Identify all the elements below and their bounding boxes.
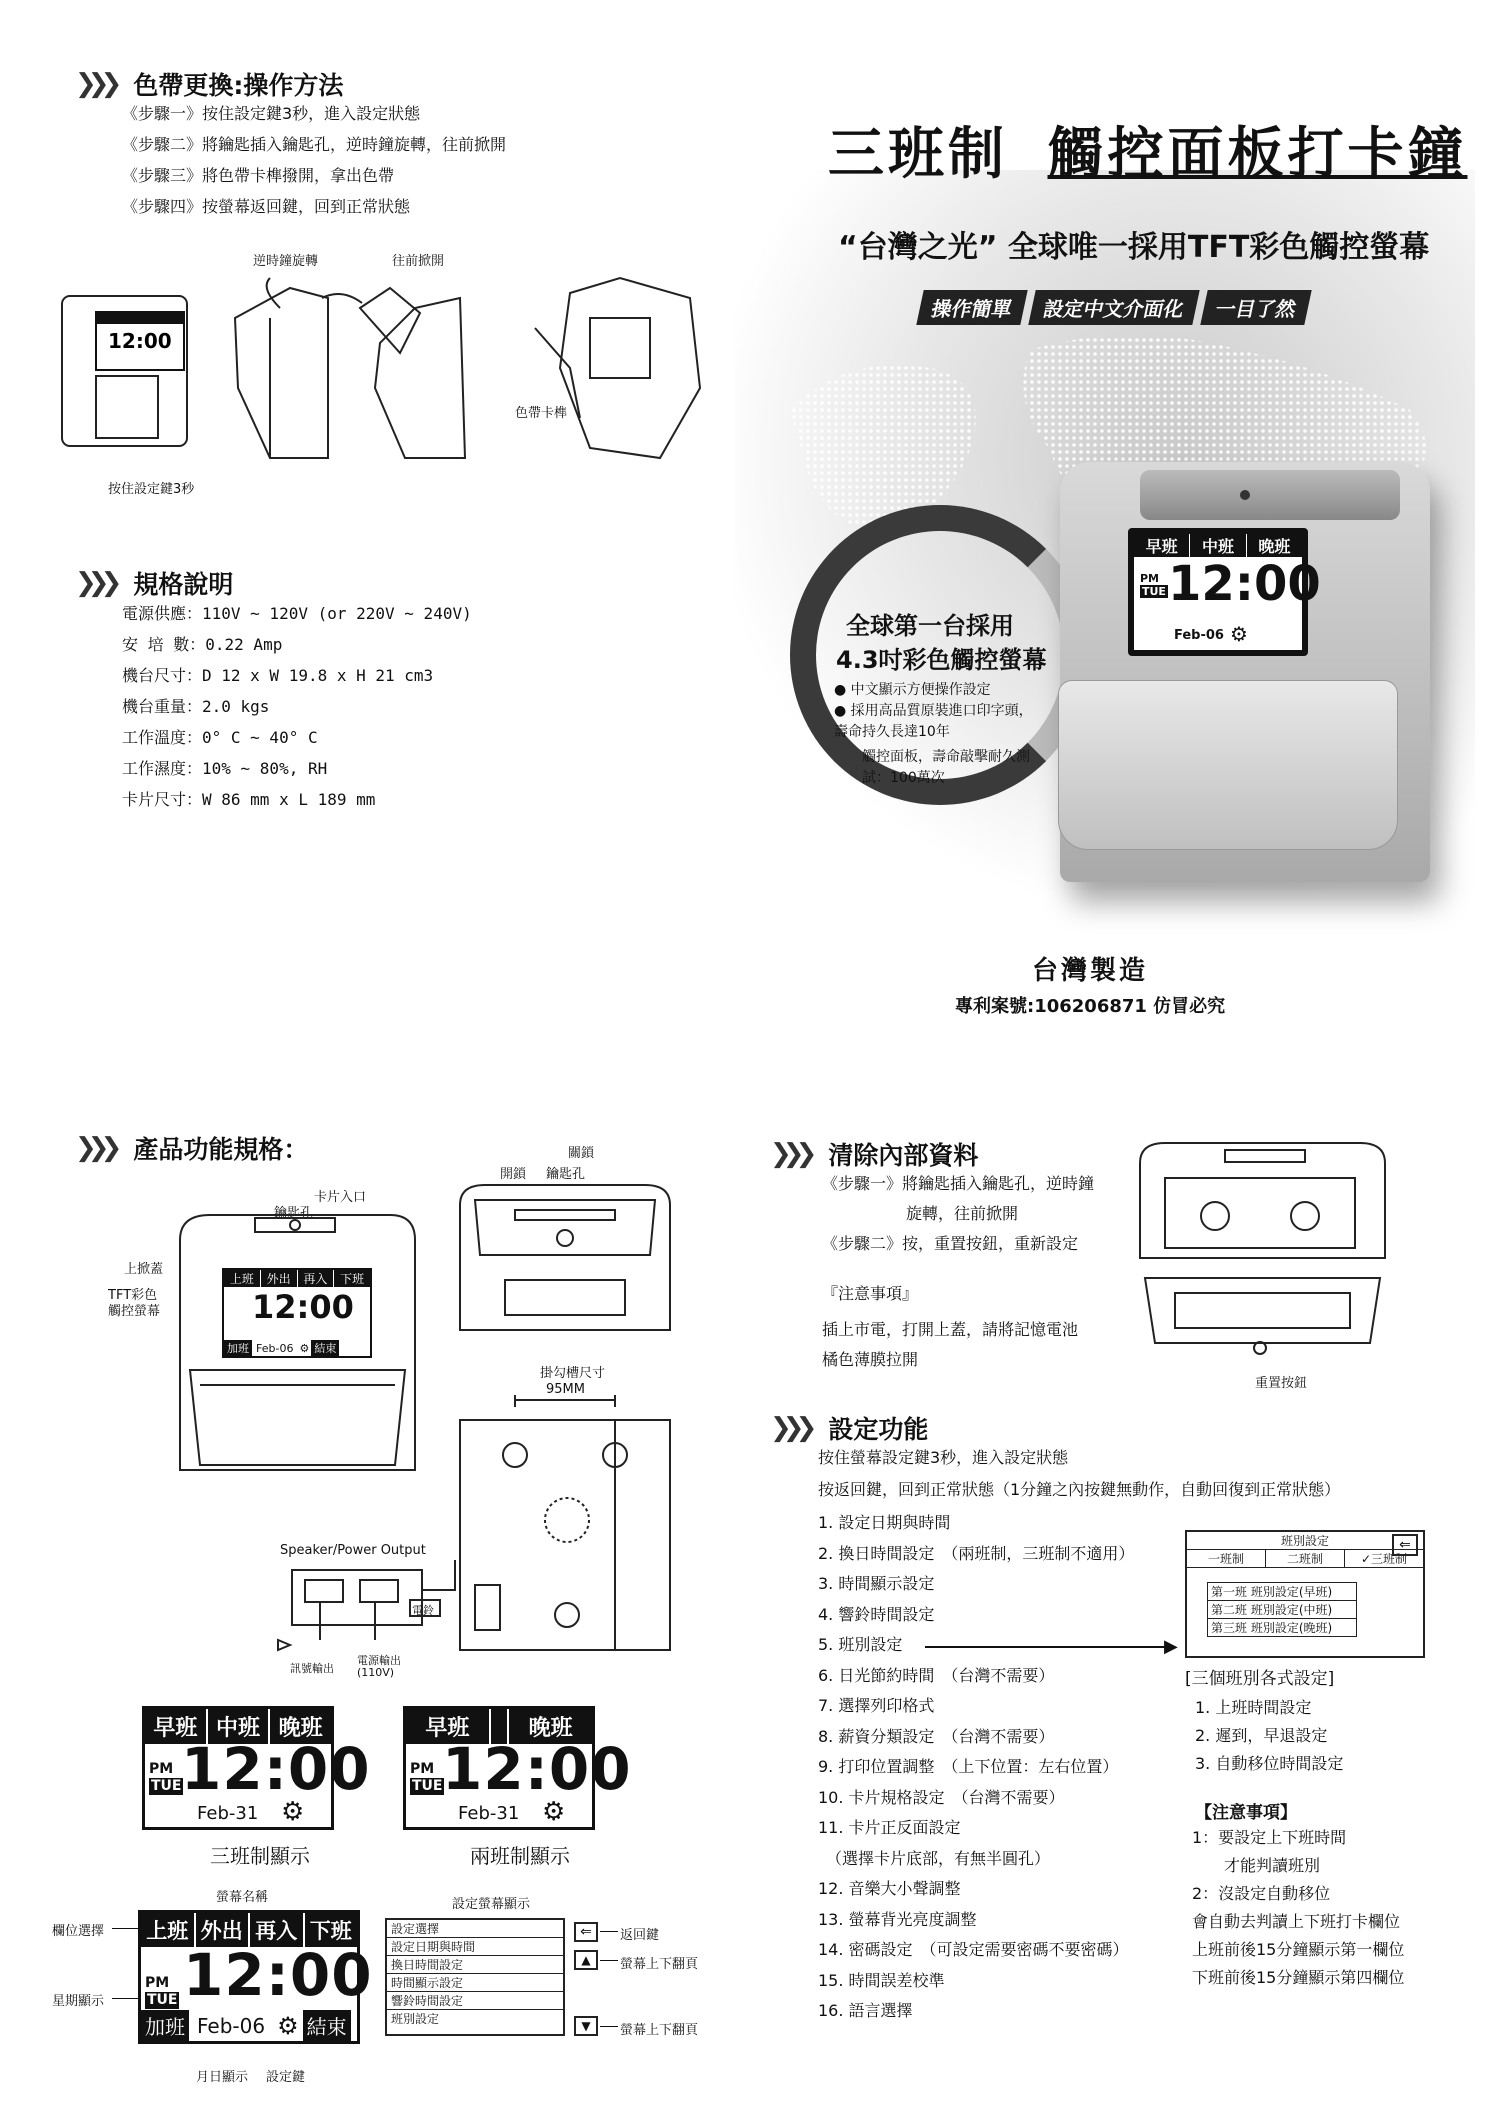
circle-line1: 全球第一台採用: [846, 612, 1014, 640]
spec-row: 工作濕度：10% ~ 80%, RH: [122, 759, 328, 778]
three-shift-items: [1195, 1694, 1343, 1778]
front-tab: 再入: [298, 1270, 335, 1287]
label-page-2: 螢幕上下翻頁: [620, 2023, 699, 2038]
chevron-icon: ❯❯❯: [75, 69, 114, 99]
clear-note1: 插上市電，打開上蓋，請將記憶電池: [822, 1320, 1079, 1339]
ribbon-step: 《步驟二》將鑰匙插入鑰匙孔，逆時鐘旋轉，往前掀開: [122, 135, 507, 154]
shift-option[interactable]: 二班制: [1266, 1550, 1345, 1567]
hero-title-b: 觸控面板打卡鐘: [1047, 122, 1468, 187]
shift-box-options: [1187, 1550, 1423, 1568]
hero-title: [828, 110, 1468, 190]
back-view-drawing: [455, 1395, 680, 1655]
two-date: Feb-31: [458, 1803, 520, 1824]
circle-bullet: ● 採用高品質原裝進口印字頭，壽命持久長達10年: [834, 703, 1033, 740]
top-view-drawing: [455, 1180, 675, 1335]
label-keyhole: 鑰匙孔: [274, 1206, 314, 1221]
settings-item: 2. 換日時間設定 （兩班制，三班制不適用）: [818, 1543, 1135, 1563]
gear-icon: ⚙: [542, 1797, 566, 1827]
three-ampm: PM TUE: [149, 1761, 182, 1794]
front-tabs: [224, 1270, 370, 1287]
device-tabs: [1134, 534, 1302, 557]
label-speaker: Speaker/Power Output: [280, 1543, 426, 1558]
note-item: 才能判讀班別: [1192, 1856, 1321, 1875]
clear-note-title: 『注意事項』: [822, 1284, 919, 1303]
label-95: 95MM: [546, 1382, 585, 1397]
hero-subtitle: “台灣之光” 全球唯一採用TFT彩色觸控螢幕: [838, 230, 1430, 265]
big-tab: 再入: [250, 1913, 305, 1947]
notes-list: [1192, 1824, 1404, 1992]
device-card-cover: [1058, 680, 1398, 850]
two-tab: 晚班: [528, 1716, 573, 1741]
label-hold: 按住設定鍵3秒: [108, 482, 195, 497]
settings-row[interactable]: 時間顯示設定: [387, 1974, 563, 1992]
label-bell: 電鈴: [412, 1604, 434, 1617]
shift-option[interactable]: ✓三班制: [1360, 1552, 1408, 1566]
label-signal: 訊號輸出: [290, 1662, 334, 1675]
spec-row: 安 培 數：0.22 Amp: [122, 635, 283, 654]
big-tab: 下班: [309, 1919, 352, 1943]
back-arrow-icon[interactable]: ⇐: [1392, 1534, 1418, 1556]
settings-intro2: 按返回鍵，回到正常狀態（1分鐘之內按鍵無動作，自動回復到正常狀態）: [818, 1480, 1341, 1499]
patent: 專利案號:106206871 仿冒必究: [955, 996, 1226, 1017]
keyhole-icon: [1240, 490, 1250, 500]
label-cover: 上掀蓋: [124, 1262, 164, 1277]
chevron-icon: ❯❯❯: [75, 568, 114, 598]
leader-line: [600, 1931, 618, 1932]
clear-section-title: [770, 1136, 978, 1172]
big-bottom-item: 結束: [303, 2010, 351, 2041]
clear-step1b: 旋轉，往前掀開: [906, 1204, 1019, 1223]
front-bottom-item: 加班: [224, 1340, 252, 1356]
label-month: 月日顯示: [196, 2070, 249, 2085]
device-screen: [1134, 534, 1321, 650]
device-top: [1140, 470, 1400, 520]
big-bottom-item: Feb-06: [197, 2013, 266, 2038]
gear-icon: ⚙: [277, 2011, 299, 2040]
front-device-screen: [222, 1268, 372, 1358]
device-time: 12:00: [1168, 556, 1321, 612]
settings-item: 16. 語言選擇: [818, 2001, 913, 2020]
ribbon-steps: [122, 98, 506, 222]
label-setkey: 設定鍵: [266, 2070, 306, 2085]
three-time: 12:00: [181, 1735, 371, 1803]
settings-title: 設定功能: [828, 1415, 929, 1444]
settings-item: 15. 時間誤差校準: [818, 1970, 945, 1990]
device-tab: 晚班: [1258, 537, 1291, 556]
label-latch: 色帶卡榫: [515, 406, 568, 421]
clear-step1a: 《步驟一》將鑰匙插入鑰匙孔，逆時鐘: [822, 1174, 1095, 1193]
shift-box-rows: [1207, 1582, 1357, 1637]
label-lock: 關鎖: [568, 1146, 595, 1161]
shift-box-title: 班別設定: [1187, 1532, 1423, 1550]
settings-item: 12. 音樂大小聲調整: [818, 1879, 961, 1898]
label-keyhole2: 鑰匙孔: [546, 1167, 586, 1182]
three-shift-item: 1. 上班時間設定: [1195, 1698, 1312, 1717]
front-bottom: [224, 1340, 370, 1356]
device-tab: 早班: [1134, 534, 1190, 557]
three-caption: 三班制顯示: [210, 1844, 310, 1868]
back-arrow-icon[interactable]: ⇐: [574, 1922, 598, 1942]
note-item: 1：要設定上下班時間: [1192, 1828, 1347, 1847]
note-item: 下班前後15分鐘顯示第四欄位: [1192, 1968, 1405, 1987]
spec-row: 機台重量：2.0 kgs: [122, 697, 270, 716]
clear-title: 清除內部資料: [828, 1141, 979, 1170]
label-weekday: 星期顯示: [52, 1994, 105, 2009]
big-tab: 上班: [141, 1913, 196, 1947]
two-time: 12:00: [442, 1735, 632, 1803]
big-bottom: [141, 2010, 357, 2041]
clear-note2: 橘色薄膜拉開: [822, 1350, 919, 1369]
spec-row: 工作溫度：0° C ~ 40° C: [122, 728, 318, 747]
settings-item: 8. 薪資分類設定 （台灣不需要）: [818, 1726, 1055, 1746]
front-time: 12:00: [252, 1288, 354, 1326]
three-shift-display: [142, 1706, 371, 1830]
spec-row: 電源供應：110V ~ 120V (or 220V ~ 240V): [122, 604, 472, 623]
big-ampm: PM TUE: [145, 1975, 178, 2008]
label-power: 電源輸出 (110V): [357, 1654, 401, 1679]
arrow-right-icon: ▶: [1164, 1636, 1178, 1657]
hero-title-a: 三班制: [828, 122, 1008, 187]
ribbon-step: 《步驟四》按螢幕返回鍵，回到正常狀態: [122, 197, 411, 216]
leader-line: [600, 1960, 618, 1961]
settings-item: 9. 打印位置調整 （上下位置：左右位置）: [818, 1757, 1119, 1776]
three-shift-item: 2. 遲到，早退設定: [1195, 1726, 1328, 1745]
page-up-icon[interactable]: ▲: [574, 1950, 598, 1970]
settings-item: 14. 密碼設定 （可設定需要密碼不要密碼）: [818, 1940, 1129, 1959]
shift-option[interactable]: 一班制: [1187, 1550, 1266, 1567]
front-tab: 下班: [340, 1272, 365, 1286]
three-tab: 早班: [145, 1709, 208, 1744]
device-tab: 中班: [1190, 534, 1246, 557]
spec-row: 卡片尺寸：W 86 mm x L 189 mm: [122, 790, 376, 809]
three-shift-title: [三個班別各式設定]: [1185, 1669, 1335, 1689]
arrow-line: [925, 1646, 1170, 1648]
features-section-title: [75, 1130, 308, 1166]
note-item: 會自動去判讀上下班打卡欄位: [1192, 1912, 1401, 1931]
settings-item: 3. 時間顯示設定: [818, 1574, 935, 1593]
circle-bullet: ● 中文顯示方便操作設定: [834, 682, 991, 698]
big-display: [138, 1910, 373, 2044]
page-down-icon[interactable]: ▼: [574, 2016, 598, 2036]
hero-tag: 操作簡單: [916, 290, 1027, 325]
big-tab: 外出: [196, 1913, 251, 1947]
settings-item: （選擇卡片底部，有無半圓孔）: [818, 1848, 1051, 1868]
two-caption: 兩班制顯示: [470, 1844, 570, 1868]
spec-row: 機台尺寸：D 12 x W 19.8 x H 21 cm3: [122, 666, 434, 685]
label-unlock: 開鎖: [500, 1167, 527, 1182]
chevron-icon: ❯❯❯: [75, 1133, 114, 1163]
leader-line: [112, 1998, 140, 1999]
label-back-key: 返回鍵: [620, 1928, 660, 1943]
circle-line2: 4.3吋彩色觸控螢幕: [836, 646, 1047, 674]
label-tft: TFT彩色觸控螢幕: [108, 1288, 161, 1319]
settings-intro1: 按住螢幕設定鍵3秒，進入設定狀態: [818, 1448, 1069, 1467]
label-page-1: 螢幕上下翻頁: [620, 1957, 699, 1972]
settings-item: 7. 選擇列印格式: [818, 1696, 935, 1715]
notes-title: 【注意事項】: [1195, 1803, 1297, 1823]
circle-bullets: [834, 680, 1044, 789]
settings-item: 4. 響鈴時間設定: [818, 1604, 935, 1624]
label-open: 往前掀開: [392, 254, 445, 269]
chevron-icon: ❯❯❯: [770, 1139, 809, 1169]
ribbon-title: 色帶更換:操作方法: [133, 71, 344, 100]
label-field-select: 欄位選擇: [52, 1924, 105, 1939]
big-bottom-item: 加班: [141, 2010, 189, 2041]
ribbon-section-title: [75, 66, 343, 102]
label-card-slot: 卡片入口: [314, 1190, 367, 1205]
settings-row[interactable]: 班別設定: [391, 2012, 440, 2026]
shift-row[interactable]: 第三班 班別設定(晚班): [1211, 1621, 1333, 1635]
settings-item: 5. 班別設定: [818, 1635, 903, 1654]
three-date: Feb-31: [197, 1803, 259, 1824]
screen-name-title: 螢幕名稱: [216, 1890, 269, 1905]
device-date: Feb-06: [1174, 628, 1224, 643]
device-ampm: PM TUE: [1140, 572, 1166, 598]
note-item: 2：沒設定自動移位: [1192, 1884, 1331, 1903]
two-shift-display: [403, 1706, 632, 1830]
shift-setting-box: [1185, 1530, 1425, 1658]
leader-line: [112, 1928, 140, 1929]
spec-section-title: [75, 565, 233, 601]
front-bottom-item: 結束: [311, 1340, 339, 1356]
settings-row[interactable]: 響鈴時間設定: [387, 1992, 563, 2010]
three-tab: 中班: [208, 1709, 271, 1744]
settings-row[interactable]: 設定選擇: [387, 1920, 563, 1938]
features-title: 產品功能規格：: [133, 1135, 309, 1164]
spec-list: [122, 598, 472, 815]
settings-row[interactable]: 換日時間設定: [387, 1956, 563, 1974]
settings-screen: [385, 1918, 565, 2036]
settings-list: [818, 1508, 1134, 2027]
label-ccw: 逆時鐘旋轉: [253, 254, 319, 269]
settings-section-title: [770, 1410, 928, 1446]
label-hook: 掛勾槽尺寸: [540, 1366, 606, 1381]
two-tab: 早班: [406, 1709, 491, 1744]
shift-row[interactable]: 第一班 班別設定(早班): [1208, 1583, 1356, 1601]
settings-item: 13. 螢幕背光亮度調整: [818, 1909, 977, 1929]
gear-icon: ⚙: [281, 1797, 305, 1827]
front-tab: 上班: [224, 1270, 261, 1287]
made-in: 台灣製造: [1032, 956, 1149, 986]
circle-touch-note: 觸控面板，壽命敲擊耐久測試：100萬次: [862, 749, 1030, 786]
two-ampm: PM TUE: [410, 1761, 443, 1794]
big-time: 12:00: [183, 1941, 373, 2009]
chevron-icon: ❯❯❯: [770, 1413, 809, 1443]
three-tab: 晚班: [278, 1716, 323, 1741]
spec-title: 規格說明: [133, 570, 234, 599]
ribbon-illustrations: [60, 268, 720, 478]
note-item: 上班前後15分鐘顯示第一欄位: [1192, 1940, 1405, 1959]
gear-icon: ⚙: [1230, 622, 1248, 646]
hero-tag: 一目了然: [1200, 290, 1311, 325]
shift-row[interactable]: 第二班 班別設定(中班): [1208, 1601, 1356, 1619]
leader-line: [600, 2026, 618, 2027]
gear-icon: ⚙: [299, 1341, 310, 1355]
front-tab: 外出: [261, 1270, 298, 1287]
settings-row[interactable]: 設定日期與時間: [387, 1938, 563, 1956]
label-reset: 重置按鈕: [1255, 1376, 1308, 1391]
hero-tags: [920, 290, 1308, 325]
settings-item: 6. 日光節約時間 （台灣不需要）: [818, 1665, 1055, 1685]
open-device-drawing: [1135, 1138, 1390, 1358]
clear-step2: 《步驟二》按，重置按鈕，重新設定: [822, 1234, 1079, 1253]
settings-item: 11. 卡片正反面設定: [818, 1818, 961, 1837]
settings-screen-title: 設定螢幕顯示: [452, 1897, 531, 1912]
settings-item: 10. 卡片規格設定 （台灣不需要）: [818, 1787, 1065, 1807]
three-shift-item: 3. 自動移位時間設定: [1195, 1754, 1344, 1773]
ribbon-step: 《步驟三》將色帶卡榫撥開，拿出色帶: [122, 166, 395, 185]
ribbon-step: 《步驟一》按住設定鍵3秒，進入設定狀態: [122, 104, 421, 123]
settings-item: 1. 設定日期與時間: [818, 1513, 951, 1532]
hero-tag: 設定中文介面化: [1028, 290, 1199, 325]
front-bottom-item: Feb-06: [256, 1341, 294, 1355]
svg-text:12:00: 12:00: [108, 329, 172, 353]
